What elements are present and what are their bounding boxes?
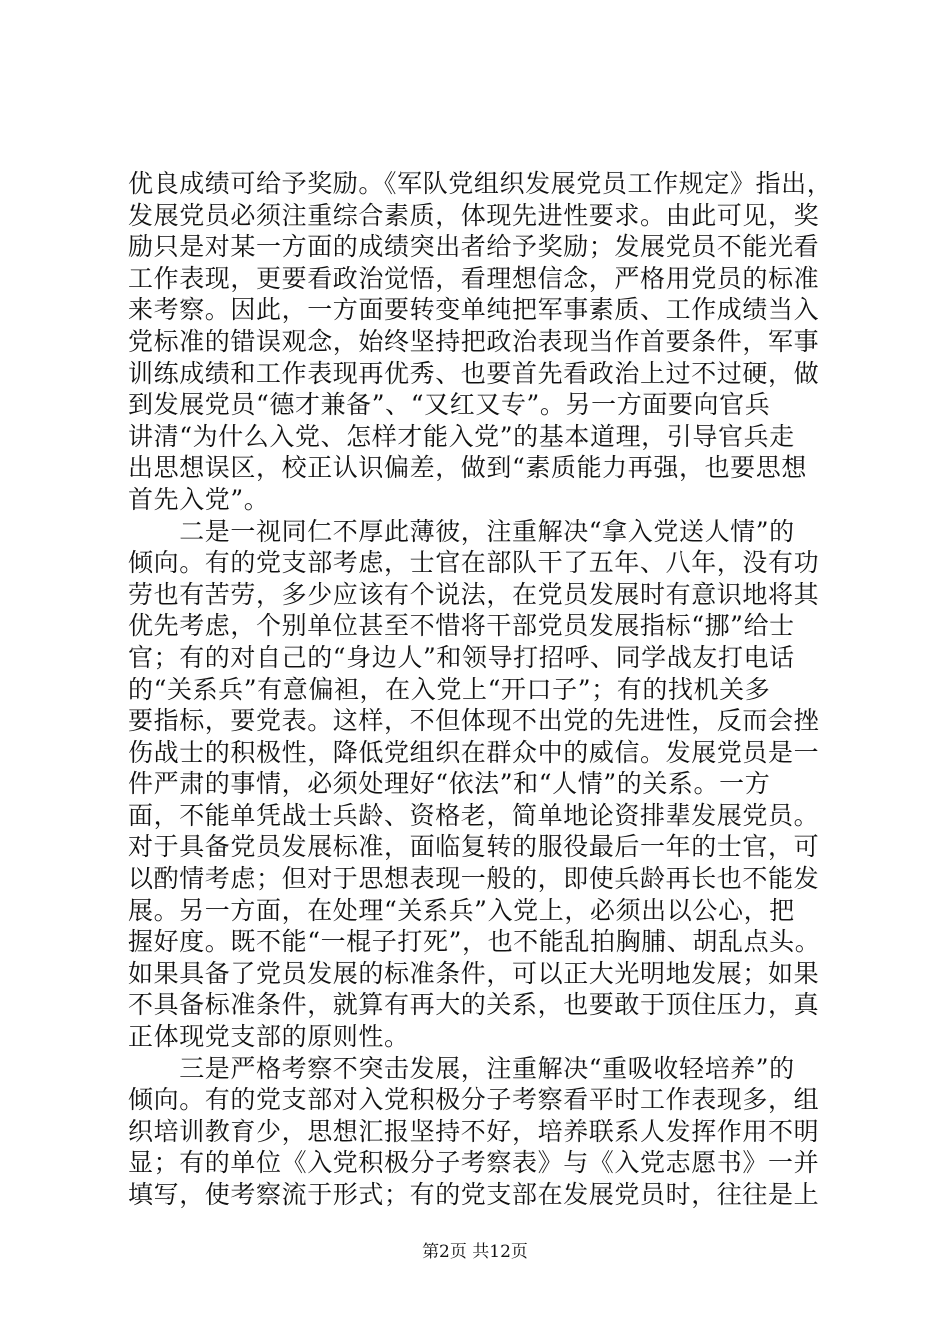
text-line: 如果具备了党员发展的标准条件，可以正大光明地发展；如果 [128, 958, 820, 988]
text-line: 优良成绩可给予奖励。《军队党组织发展党员工作规定》指出， [128, 169, 833, 198]
text-line: 出思想误区，校正认识偏差，做到“素质能力再强，也要思想 [128, 453, 807, 483]
text-line: 来考察。因此，一方面要转变单纯把军事素质、工作成绩当入 [128, 295, 820, 325]
text-line: 件严肃的事情，必须处理好“依法”和“人情”的关系。一方 [128, 769, 771, 799]
text-line: 训练成绩和工作表现再优秀、也要首先看政治上过不过硬，做 [128, 358, 820, 388]
text-line: 发展党员必须注重综合素质，体现先进性要求。由此可见，奖 [128, 200, 820, 230]
text-line: 握好度。既不能“一棍子打死”，也不能乱拍胸脯、胡乱点头。 [128, 927, 821, 957]
text-line: 三是严格考察不突击发展，注重解决“重吸收轻培养”的 [128, 1053, 795, 1083]
text-line: 首先入党”。 [128, 484, 270, 514]
text-line: 正体现党支部的原则性。 [128, 1022, 410, 1052]
text-line: 励只是对某一方面的成绩突出者给予奖励；发展党员不能光看 [128, 232, 820, 262]
text-line: 倾向。有的党支部对入党积极分子考察看平时工作表现多，组 [128, 1085, 820, 1115]
text-line: 以酌情考虑；但对于思想表现一般的，即使兵龄再长也不能发 [128, 864, 820, 894]
text-line: 倾向。有的党支部考虑，士官在部队干了五年、八年，没有功 [128, 548, 820, 578]
text-line: 填写，使考察流于形式；有的党支部在发展党员时，往往是上 [128, 1180, 820, 1209]
text-line: 不具备标准条件，就算有再大的关系，也要敢于顶住压力，真 [128, 990, 820, 1020]
text-line: 伤战士的积极性，降低党组织在群众中的威信。发展党员是一 [128, 737, 820, 767]
text-line: 展。另一方面，在处理“关系兵”入党上，必须出以公心，把 [128, 895, 795, 925]
text-line: 显；有的单位《入党积极分子考察表》与《入党志愿书》一并 [128, 1148, 820, 1178]
text-line: 讲清“为什么入党、怎样才能入党”的基本道理，引导官兵走 [128, 421, 795, 451]
text-line: 官；有的对自己的“身边人”和领导打招呼、同学战友打电话 [128, 642, 795, 672]
text-line: 织培训教育少，思想汇报坚持不好，培养联系人发挥作用不明 [128, 1116, 820, 1146]
text-line: 要指标，要党表。这样，不但体现不出党的先进性，反而会挫 [128, 706, 820, 736]
body-text [128, 168, 833, 1211]
text-line: 工作表现，更要看政治觉悟，看理想信念，严格用党员的标准 [128, 263, 820, 293]
text-line: 到发展党员“德才兼备”、“又红又专”。另一方面要向官兵 [128, 390, 771, 420]
page-indicator: 第2页 共12页 [422, 1242, 528, 1262]
text-line: 党标准的错误观念，始终坚持把政治表现当作首要条件，军事 [128, 326, 820, 356]
text-line: 对于具备党员发展标准，面临复转的服役最后一年的士官，可 [128, 832, 820, 862]
text-line: 劳也有苦劳，多少应该有个说法，在党员发展时有意识地将其 [128, 579, 820, 609]
text-line: 二是一视同仁不厚此薄彼，注重解决“拿入党送人情”的 [128, 516, 795, 546]
text-line: 的“关系兵”有意偏袒，在入党上“开口子”；有的找机关多 [128, 674, 771, 704]
text-line: 优先考虑，个别单位甚至不惜将干部党员发展指标“挪”给士 [128, 611, 795, 641]
text-line: 面，不能单凭战士兵龄、资格老，简单地论资排辈发展党员。 [128, 800, 820, 830]
